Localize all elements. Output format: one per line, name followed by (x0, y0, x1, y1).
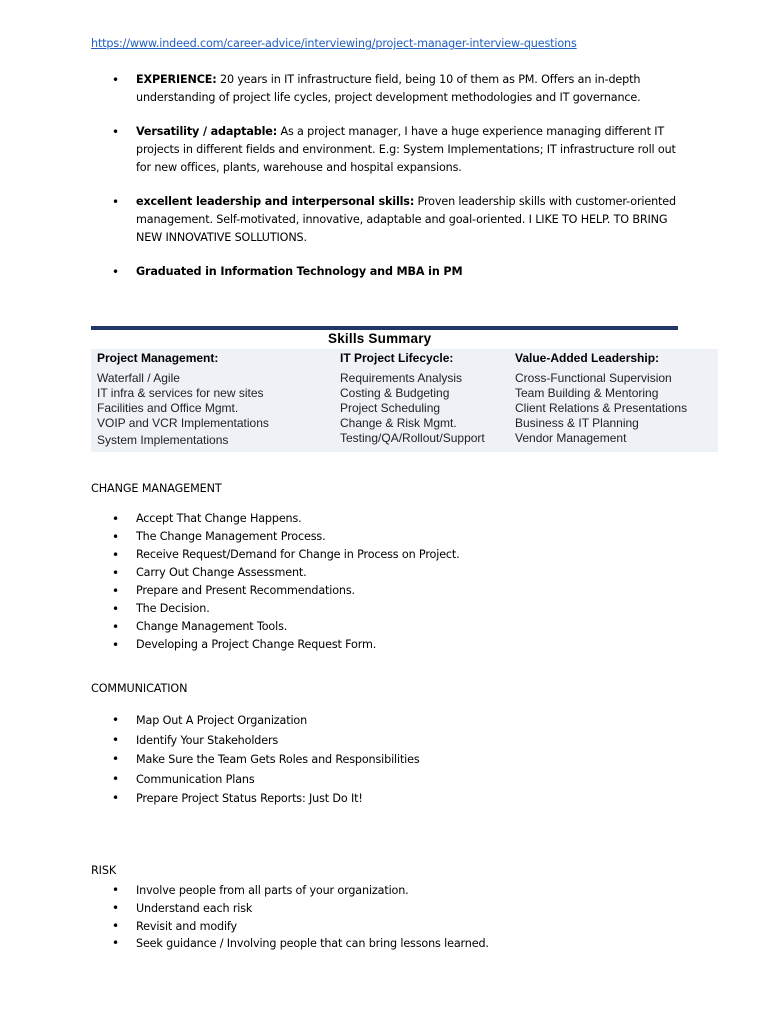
skills-column-header: Project Management: (97, 351, 219, 365)
skills-item: Project Scheduling (340, 401, 441, 415)
skills-item: Facilities and Office Mgmt. (97, 401, 239, 415)
skills-item: System Implementations (97, 433, 229, 447)
intro-item-label: excellent leadership and interpersonal skills: (136, 195, 415, 208)
change-management-list (91, 510, 691, 654)
intro-item (91, 71, 691, 107)
skills-column-header: Value-Added Leadership: (515, 351, 660, 365)
list-item: • The Change Management Process. (91, 528, 691, 546)
skills-item: Vendor Management (515, 431, 627, 445)
list-item: • Make Sure the Team Gets Roles and Responsibilities (91, 750, 691, 770)
list-item: • Communication Plans (91, 770, 691, 790)
source-link[interactable]: https://www.indeed.com/career-advice/interviewing/project-manager-interview-questions (91, 37, 577, 50)
intro-list (91, 71, 691, 281)
intro-item-text: 20 years in IT infrastructure field, being 10 of them as PM. Offers an in-depth understanding of project life cycles, project development methodologies and IT governance. (136, 73, 641, 104)
list-item: • The Decision. (91, 600, 691, 618)
list-item: • Prepare Project Status Reports: Just Do It! (91, 789, 691, 809)
skills-divider (91, 326, 678, 330)
list-item: • Seek guidance / Involving people that can bring lessons learned. (91, 935, 691, 953)
list-item: • Revisit and modify (91, 918, 691, 936)
skills-item: Client Relations & Presentations (515, 401, 688, 415)
skills-item: Cross-Functional Supervision (515, 371, 672, 385)
list-item: • Involve people from all parts of your organization. (91, 882, 691, 900)
skills-column-it-project-lifecycle (340, 351, 485, 446)
skills-item: Change & Risk Mgmt. (340, 416, 457, 430)
intro-item (91, 193, 691, 247)
intro-item-text: As a project manager, I have a huge experience managing different IT projects in different fields and environment. E.g: System Implementations; IT infrastructure roll out for new offices, plants, warehouse and hospital expansions. (136, 125, 676, 174)
list-item: • Map Out A Project Organization (91, 711, 691, 731)
intro-item-label: EXPERIENCE: (136, 73, 217, 86)
risk-list (91, 882, 691, 953)
skills-column-value-added-leadership (515, 351, 687, 446)
intro-item-label: Graduated in Information Technology and MBA in PM (136, 265, 463, 278)
skills-item: Waterfall / Agile (97, 371, 180, 385)
communication-heading: COMMUNICATION (91, 682, 188, 695)
skills-title: Skills Summary (328, 331, 432, 346)
risk-heading: RISK (91, 864, 117, 877)
list-item: • Prepare and Present Recommendations. (91, 582, 691, 600)
change-management-heading: CHANGE MANAGEMENT (91, 482, 222, 495)
communication-list (91, 711, 691, 809)
skills-item: Testing/QA/Rollout/Support (340, 431, 485, 445)
list-item: • Accept That Change Happens. (91, 510, 691, 528)
skills-column-header: IT Project Lifecycle: (340, 351, 454, 365)
skills-column-project-management (97, 351, 269, 448)
skills-item: Business & IT Planning (515, 416, 639, 430)
skills-item: Team Building & Mentoring (515, 386, 659, 400)
list-item: • Receive Request/Demand for Change in Process on Project. (91, 546, 691, 564)
list-item: • Carry Out Change Assessment. (91, 564, 691, 582)
list-item: • Change Management Tools. (91, 618, 691, 636)
intro-item (91, 263, 691, 281)
intro-item-text: Proven leadership skills with customer-oriented management. Self-motivated, innovative, adaptable and goal-oriented. I LIKE TO HELP. TO BRING NEW INNOVATIVE SOLLUTIONS. (136, 195, 676, 244)
skills-item: IT infra & services for new sites (97, 386, 264, 400)
skills-item: VOIP and VCR Implementations (97, 416, 269, 430)
list-item: • Understand each risk (91, 900, 691, 918)
list-item: • Identify Your Stakeholders (91, 731, 691, 751)
skills-item: Requirements Analysis (340, 371, 463, 385)
intro-item (91, 123, 691, 177)
intro-item-label: Versatility / adaptable: (136, 125, 278, 138)
list-item: • Developing a Project Change Request Form. (91, 636, 691, 654)
skills-item: Costing & Budgeting (340, 386, 450, 400)
